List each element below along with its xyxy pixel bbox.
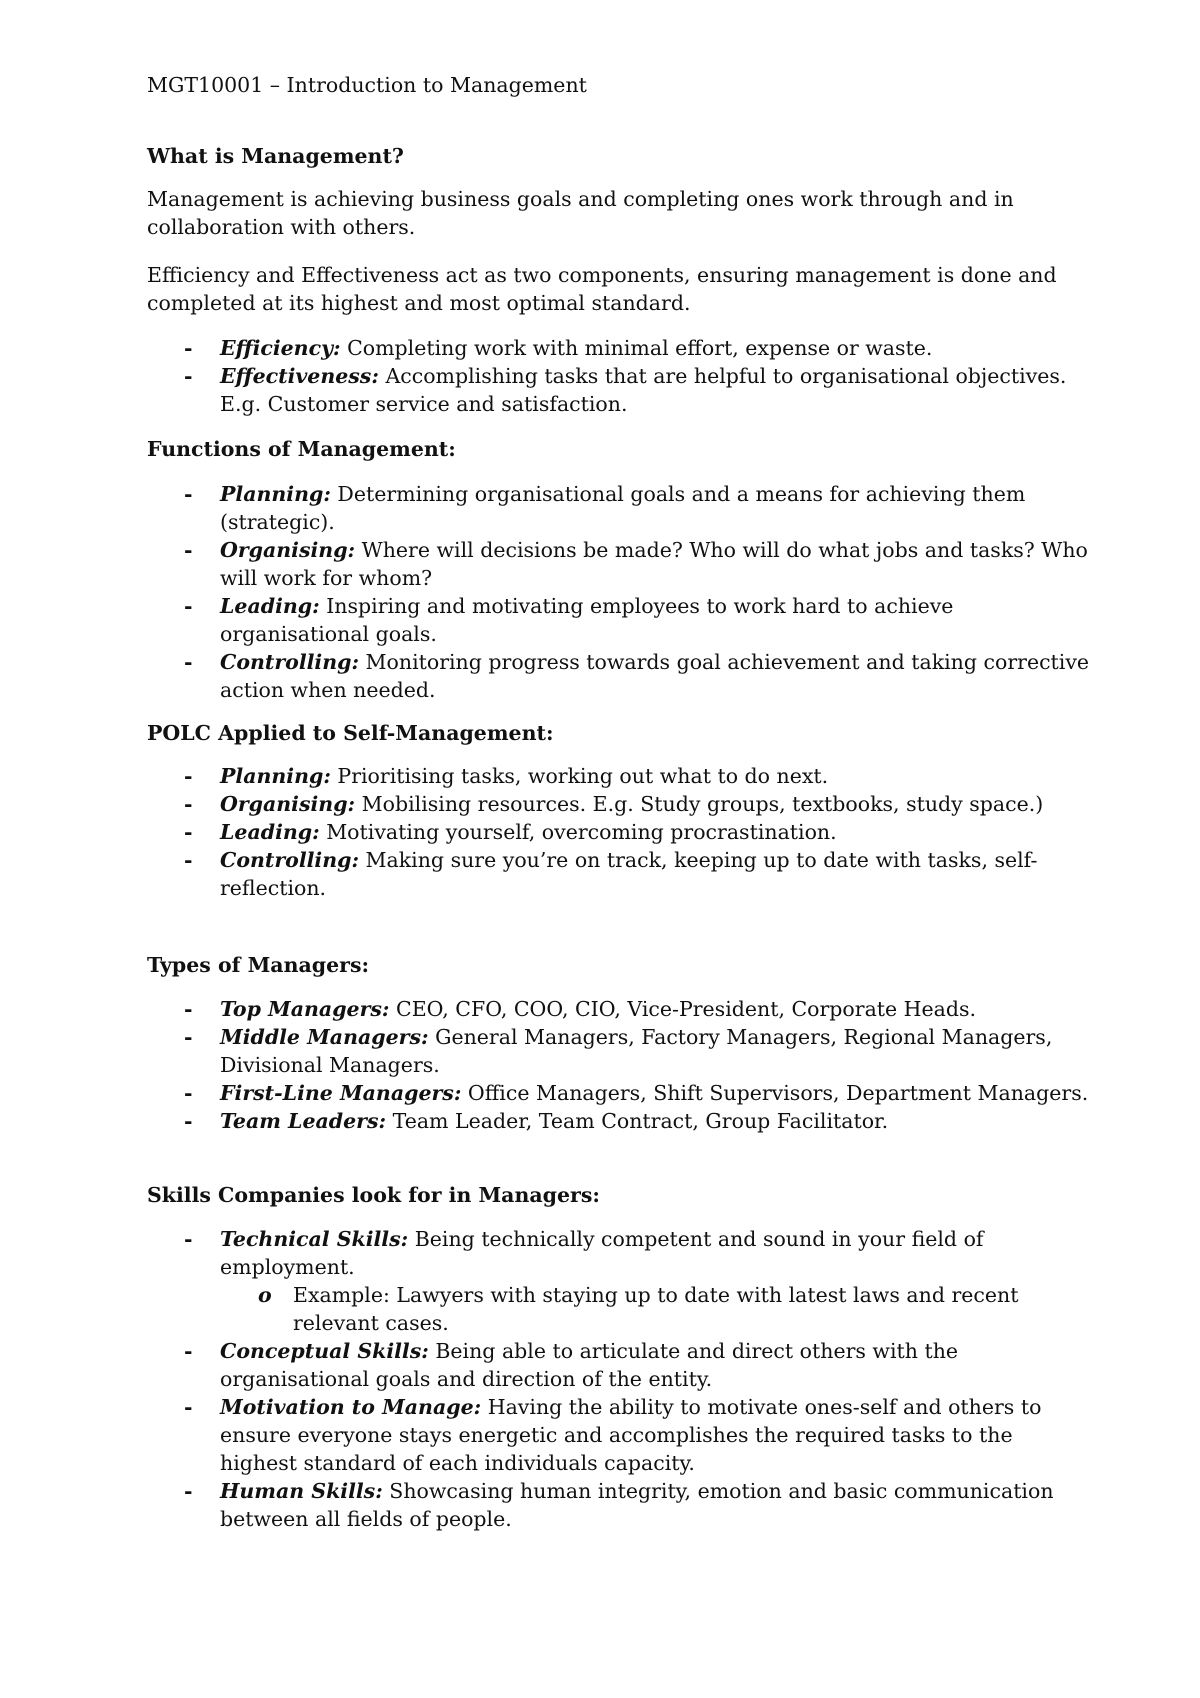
list-item	[0, 818, 1090, 846]
heading-functions: Functions of Management:	[147, 437, 456, 461]
item-text: Making sure you’re on track, keeping up to date with tasks, self-reflection.	[220, 848, 1038, 900]
dash-bullet: -	[184, 997, 193, 1021]
item-text: Mobilising resources. E.g. Study groups, textbooks, study space.)	[355, 792, 1044, 816]
item-text: Being technically competent and sound in your field of employment.	[220, 1227, 984, 1279]
dash-bullet: -	[184, 1081, 193, 1105]
item-term: Planning:	[220, 764, 331, 788]
item-text: Inspiring and motivating employees to work hard to achieve organisational goals.	[220, 594, 954, 646]
item-text: Determining organisational goals and a means for achieving them (strategic).	[220, 482, 1026, 534]
dash-bullet: -	[184, 792, 193, 816]
item-term: Middle Managers:	[220, 1025, 429, 1049]
list-item	[0, 1107, 1090, 1135]
list-item	[0, 1337, 1090, 1393]
dash-bullet: -	[184, 1227, 193, 1251]
dash-bullet: -	[184, 848, 193, 872]
item-term: Leading:	[220, 820, 320, 844]
item-term: Human Skills:	[220, 1479, 383, 1503]
list-item	[0, 536, 1090, 592]
dash-bullet: -	[184, 1479, 193, 1503]
list-item	[0, 762, 1090, 790]
item-term: Effectiveness:	[220, 364, 379, 388]
item-term: Conceptual Skills:	[220, 1339, 429, 1363]
heading-types: Types of Managers:	[147, 953, 370, 977]
paragraph-components: Efficiency and Effectiveness act as two components, ensuring management is done and completed at its highest and most optimal standard.	[147, 263, 1057, 315]
heading-what-is-management: What is Management?	[147, 144, 404, 168]
dash-bullet: -	[184, 594, 193, 618]
item-term: Team Leaders:	[220, 1109, 387, 1133]
dash-bullet: -	[184, 538, 193, 562]
item-term: Controlling:	[220, 650, 360, 674]
list-polc	[0, 762, 1200, 902]
item-text: Team Leader, Team Contract, Group Facilitator.	[386, 1109, 889, 1133]
item-term: Top Managers:	[220, 997, 390, 1021]
item-text: Being able to articulate and direct others with the organisational goals and direction of the entity.	[220, 1339, 959, 1391]
list-functions	[0, 480, 1200, 704]
list-item	[0, 995, 1090, 1023]
sub-list-item	[0, 1281, 1090, 1337]
item-term: Leading:	[220, 594, 320, 618]
list-item	[0, 592, 1090, 648]
item-text: Showcasing human integrity, emotion and basic communication between all fields of people.	[220, 1479, 1054, 1531]
item-text: Having the ability to motivate ones-self and others to ensure everyone stays energetic and accomplishes the required tasks to the highest standard of each individuals capacity.	[220, 1395, 1042, 1475]
item-text: CEO, CFO, COO, CIO, Vice-President, Corporate Heads.	[389, 997, 977, 1021]
list-item	[0, 1393, 1090, 1477]
list-item	[0, 1023, 1090, 1079]
item-text: Motivating yourself, overcoming procrastination.	[319, 820, 837, 844]
list-item	[0, 480, 1090, 536]
list-item	[0, 1225, 1090, 1281]
list-skills	[0, 1225, 1200, 1533]
item-text: General Managers, Factory Managers, Regional Managers, Divisional Managers.	[220, 1025, 1053, 1077]
dash-bullet: -	[184, 1395, 193, 1419]
sub-item-text: Example: Lawyers with staying up to date with latest laws and recent relevant cases.	[293, 1283, 1019, 1335]
dash-bullet: -	[184, 364, 193, 388]
list-item	[0, 790, 1090, 818]
item-term: First-Line Managers:	[220, 1081, 462, 1105]
list-types	[0, 995, 1200, 1135]
dash-bullet: -	[184, 336, 193, 360]
dash-bullet: -	[184, 1109, 193, 1133]
dash-bullet: -	[184, 1025, 193, 1049]
heading-polc: POLC Applied to Self-Management:	[147, 721, 554, 745]
dash-bullet: -	[184, 764, 193, 788]
item-term: Technical Skills:	[220, 1227, 409, 1251]
dash-bullet: -	[184, 820, 193, 844]
item-text: Office Managers, Shift Supervisors, Department Managers.	[461, 1081, 1089, 1105]
dash-bullet: -	[184, 1339, 193, 1363]
item-text: Prioritising tasks, working out what to do next.	[330, 764, 829, 788]
list-item	[0, 648, 1090, 704]
list-item	[0, 362, 1090, 418]
item-term: Organising:	[220, 792, 356, 816]
list-item	[0, 846, 1090, 902]
item-term: Motivation to Manage:	[220, 1395, 482, 1419]
circle-bullet: o	[258, 1283, 272, 1307]
list-item	[0, 1477, 1090, 1533]
document-header: MGT10001 – Introduction to Management	[147, 73, 587, 97]
item-text: Accomplishing tasks that are helpful to organisational objectives. E.g. Customer service and satisfaction.	[220, 364, 1067, 416]
heading-skills: Skills Companies look for in Managers:	[147, 1183, 600, 1207]
item-term: Organising:	[220, 538, 356, 562]
list-components	[0, 334, 1200, 418]
item-term: Planning:	[220, 482, 331, 506]
paragraph-definition: Management is achieving business goals and completing ones work through and in collaboration with others.	[147, 187, 1014, 239]
item-text: Completing work with minimal effort, expense or waste.	[340, 336, 933, 360]
dash-bullet: -	[184, 482, 193, 506]
list-item	[0, 1079, 1090, 1107]
item-text: Where will decisions be made? Who will do what jobs and tasks? Who will work for whom?	[220, 538, 1088, 590]
dash-bullet: -	[184, 650, 193, 674]
item-text: Monitoring progress towards goal achievement and taking corrective action when needed.	[220, 650, 1090, 702]
list-item	[0, 334, 1090, 362]
item-term: Controlling:	[220, 848, 360, 872]
item-term: Efficiency:	[220, 336, 341, 360]
